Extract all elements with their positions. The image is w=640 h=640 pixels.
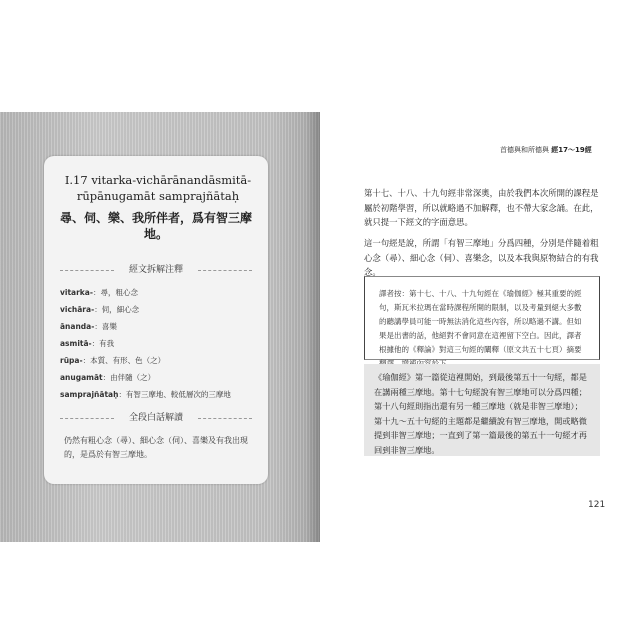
divider	[198, 270, 252, 271]
sutra-card	[44, 156, 268, 484]
term-item: vitarka-：尋，粗心念	[60, 288, 138, 297]
page-number: 121	[588, 500, 606, 510]
left-page	[0, 112, 320, 542]
term-item: anugamāt：由伴隨（之）	[60, 373, 156, 382]
summary-text: 仍然有粗心念（尋）、細心念（伺）、喜樂及有我出現的，是爲於有智三摩地。	[64, 436, 248, 459]
term-list	[60, 284, 260, 403]
shaded-box	[364, 364, 600, 456]
sutra-chinese: 尋、伺、樂、我所伴者，爲有智三摩地。	[59, 211, 252, 241]
translator-note	[364, 276, 600, 360]
paragraph-2: 這一句經是說，所謂「有智三摩地」分爲四種，分別是伴隨着粗心念（尋）、細心念（伺）、喜樂念，以及本我與原物結合的有我念。	[364, 238, 599, 277]
term-item: asmitā-：有我	[60, 339, 115, 348]
translator-note-text: 譯者按：第十七、十八、十九句經在《瑜伽經》極其重要的經句，斯瓦米拉瑪在當時課程所開的限制，以及考量到絕大多數的聽講學員可能一時無法消化這些內容，所以略過不講。但如果是出書的話，他絕對不會同意在這裡留下空白。因此，譯者根據他的《釋論》對這三句經的闡釋（原文共五十七頁）摘要	[379, 289, 582, 354]
shaded-box-text: 《瑜伽經》第一篇從這裡開始，到最後第五十一句經，都是在講兩種三摩地。第十七句經說有智三摩地可以分爲四種；第十八句經則指出還有另一種三摩地（就是非智三摩地）；第十九～五十句經的主題都是繼續說有智三摩地，開或略微提到非智三摩地；一直到了第一篇最後的第五十一句經才再回到非智三摩地。	[374, 372, 587, 455]
running-header	[500, 145, 630, 155]
summary-heading: 全段白話解讀	[128, 413, 183, 423]
spine-shadow	[306, 112, 320, 542]
paragraph-1: 第十七、十八、十九句經非常深奧，由於我們本次所開的課程是屬於初階學習，所以就略過不加解釋，也不帶大家念誦。在此，就只提一下經文的字面意思。	[364, 188, 599, 227]
term-item: ānanda-：喜樂	[60, 322, 117, 331]
header-sutras: 經17～19經	[551, 146, 592, 154]
term-item: rūpa-：本質、有形、色（之）	[60, 356, 166, 365]
term-item: samprajñātaḥ：有智三摩地、較低層次的三摩地	[60, 390, 231, 399]
breakdown-heading: 經文拆解注釋	[128, 265, 183, 275]
header-title: 首德與和所德與	[500, 146, 549, 154]
divider	[198, 418, 252, 419]
sutra-sanskrit: I.17 vitarka-vichārānandāsmitā-rūpānugamāt samprajñātaḥ	[64, 173, 252, 203]
term-item: vichāra-：伺，細心念	[60, 305, 140, 314]
